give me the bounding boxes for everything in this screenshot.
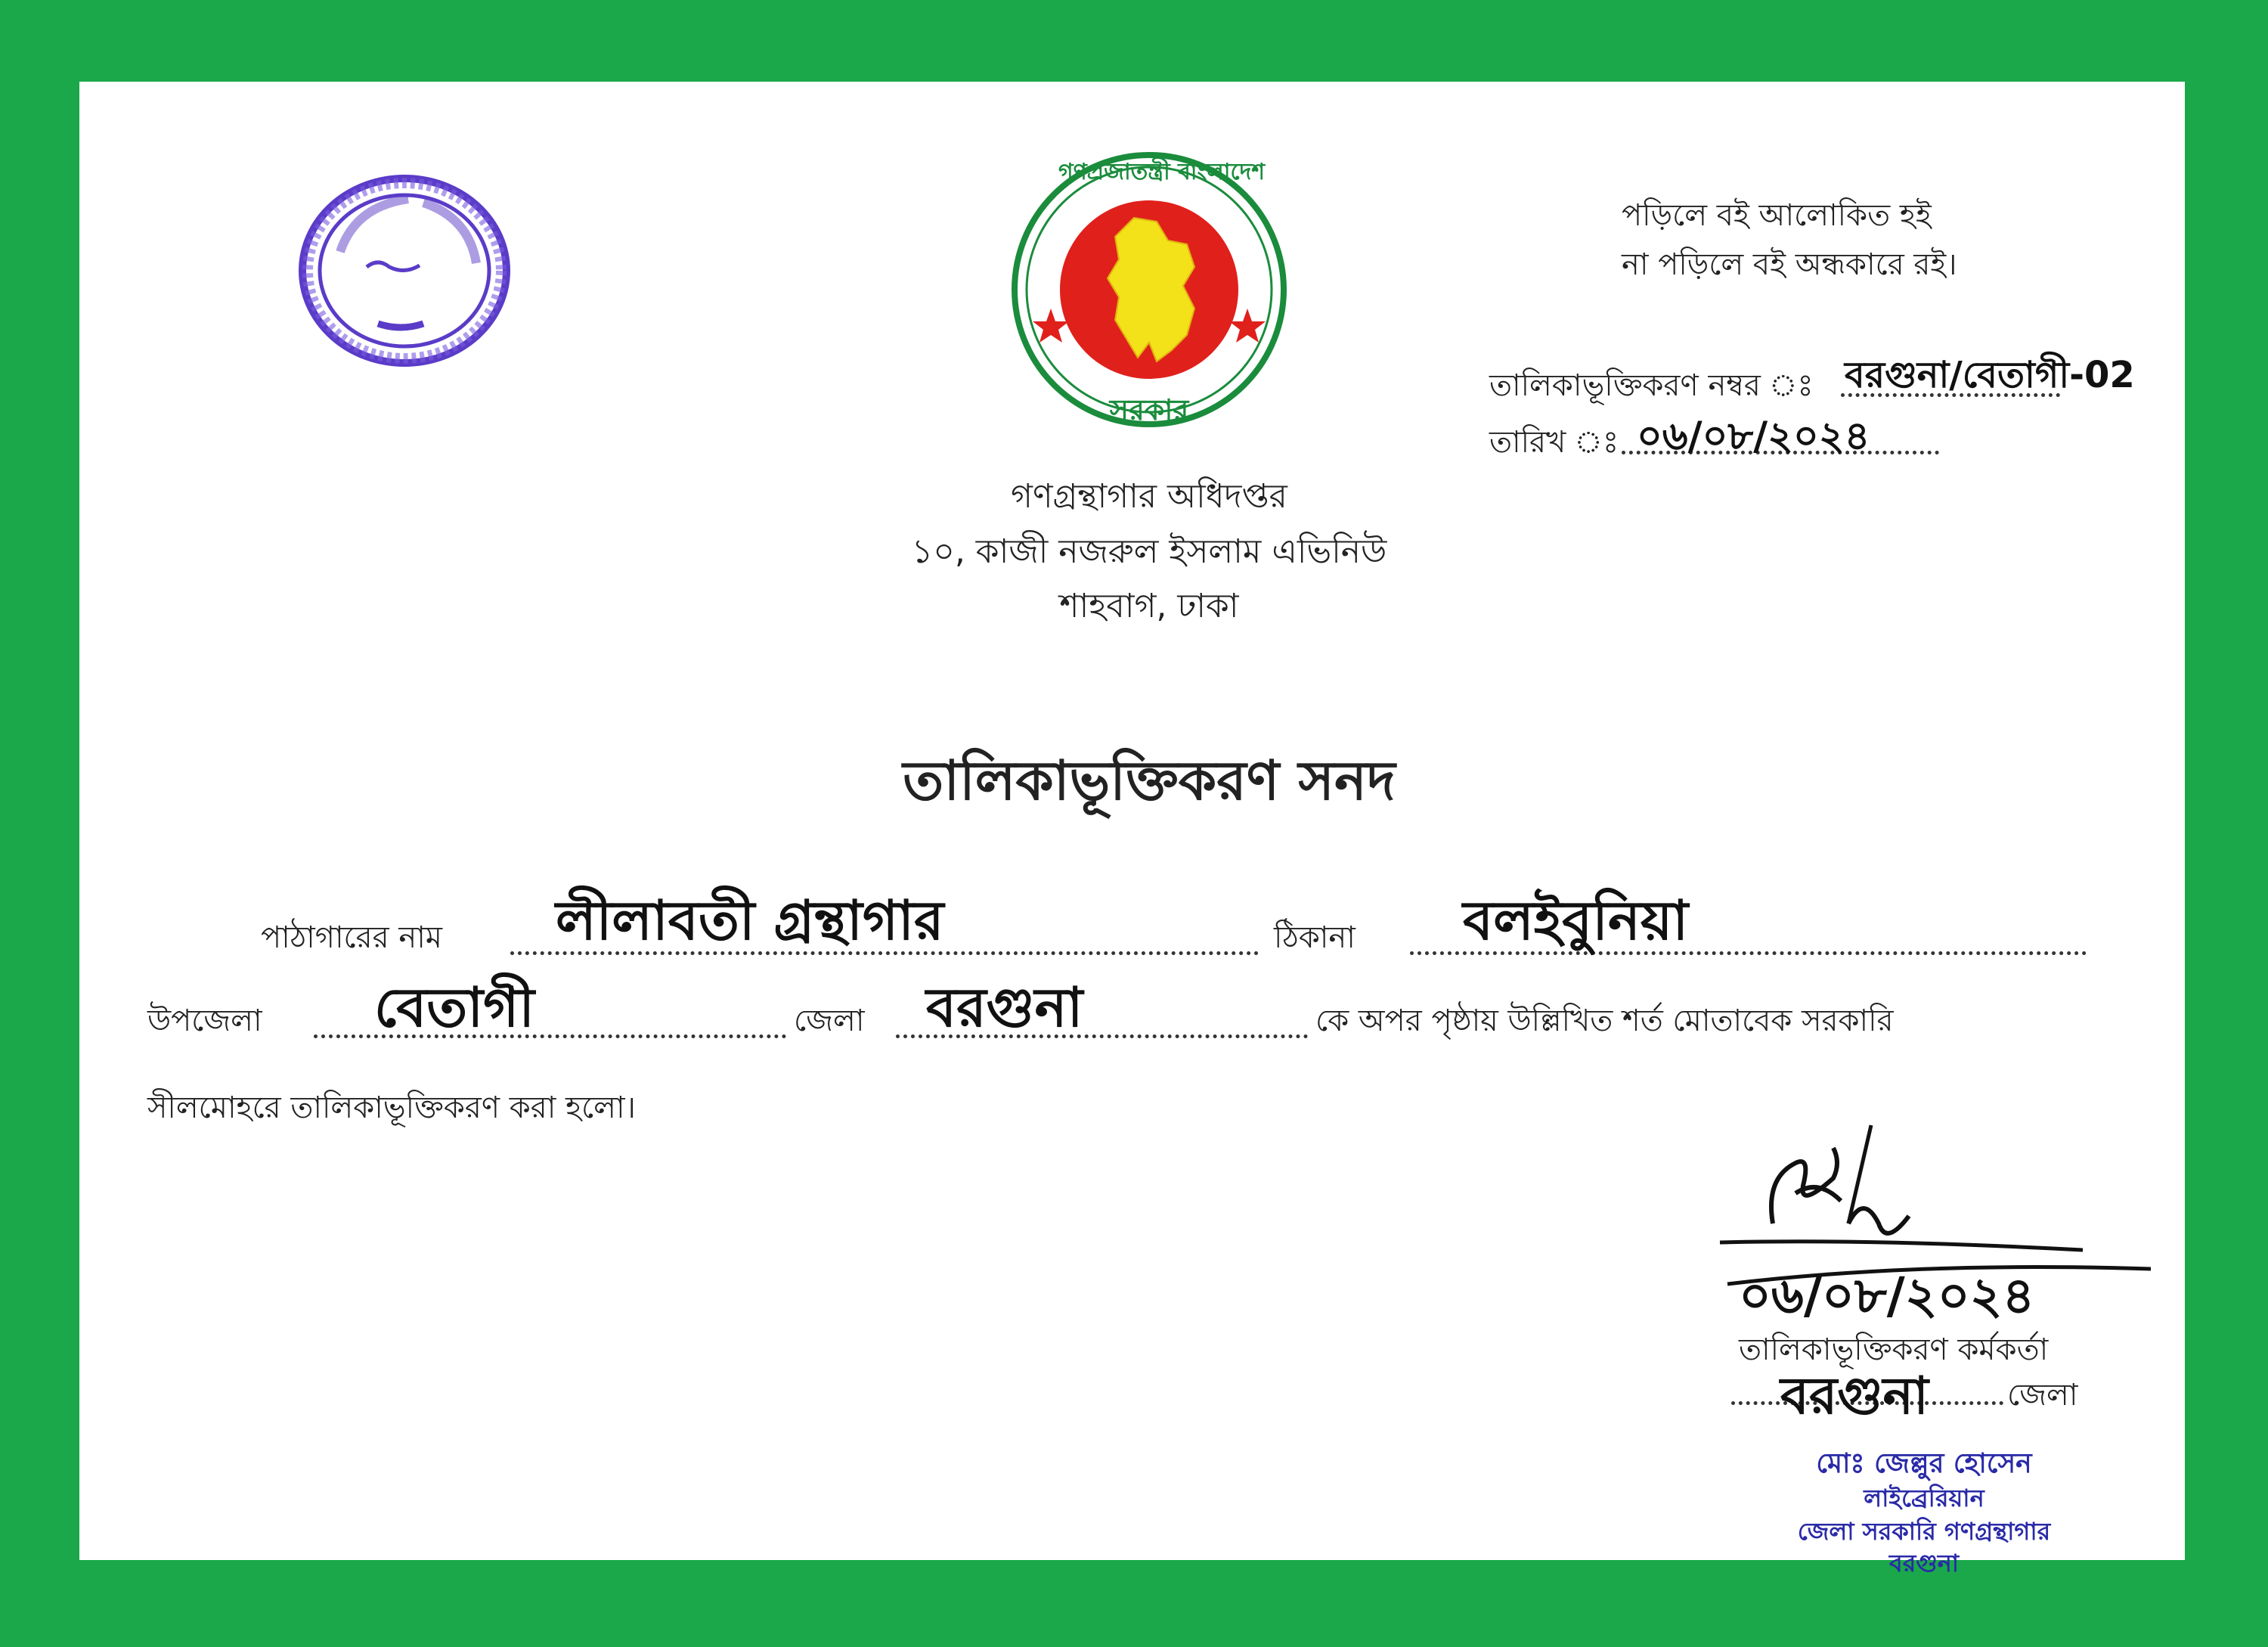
round-seal-stamp (295, 169, 514, 373)
signature-district-label: জেলা (2007, 1378, 2078, 1413)
motto-line-2: না পড়িলে বই অন্ধকারে রই। (1622, 247, 1957, 282)
stamp-office: জেলা সরকারি গণগ্রন্থাগার (1797, 1517, 2051, 1546)
signature-district-value: বরগুনা (1780, 1366, 1929, 1426)
issuer-name: গণগ্রন্থাগার অধিদপ্তর (1011, 477, 1287, 516)
motto-line-1: পড়িলে বই আলোকিত হই (1622, 198, 1932, 233)
upazila-label: উপজেলা (147, 1003, 262, 1038)
address-label: ঠিকানা (1274, 920, 1356, 955)
issuer-address-line-1: ১০, কাজী নজরুল ইসলাম এভিনিউ (911, 532, 1387, 571)
stamp-designation: লাইব্রেরিয়ান (1864, 1484, 1984, 1512)
listing-number-value: বরগুনা/বেতাগী-02 (1845, 354, 2135, 396)
sentence-end: সীলমোহরে তালিকাভূক্তিকরণ করা হলো। (147, 1090, 636, 1125)
stamp-officer-name: মোঃ জেল্লুর হোসেন (1816, 1448, 2032, 1479)
emblem-bottom-text: সরকার (1109, 393, 1189, 426)
issuer-address-line-2: শাহবাগ, ঢাকা (1059, 587, 1239, 625)
library-name-label: পাঠাগারের নাম (261, 920, 443, 955)
signature-date: ০৬/০৮/২০২৪ (1739, 1267, 2035, 1325)
upazila-value: বেতাগী (374, 975, 534, 1039)
date-label: তারিখ ঃ (1489, 425, 1619, 460)
district-label: জেলা (794, 1003, 865, 1038)
certificate-sheet (79, 82, 2185, 1577)
district-value: বরগুনা (926, 975, 1083, 1039)
sentence-tail: কে অপর পৃষ্ঠায় উল্লিখিত শর্ত মোতাবেক সরকারি (1315, 1003, 1894, 1038)
library-name-value: লীলাবতী গ্রন্থাগার (556, 889, 944, 952)
stamp-place: বরগুনা (1888, 1549, 1960, 1577)
certificate-title: তালিকাভূক্তিকরণ সনদ (903, 749, 1396, 812)
listing-number-label: তালিকাভূক্তিকরণ নম্বর ঃ (1489, 368, 1814, 403)
date-value: ০৬/০৮/২০২৪ (1637, 414, 1870, 459)
address-value: বলইবুনিয়া (1463, 889, 1689, 952)
officer-label: তালিকাভূক্তিকরণ কর্মকর্তা (1739, 1332, 2049, 1367)
emblem-top-text: গণপ্রজাতন্ত্রী বাংলাদেশ (1058, 159, 1266, 185)
signature-date-underline (1720, 1254, 2174, 1299)
